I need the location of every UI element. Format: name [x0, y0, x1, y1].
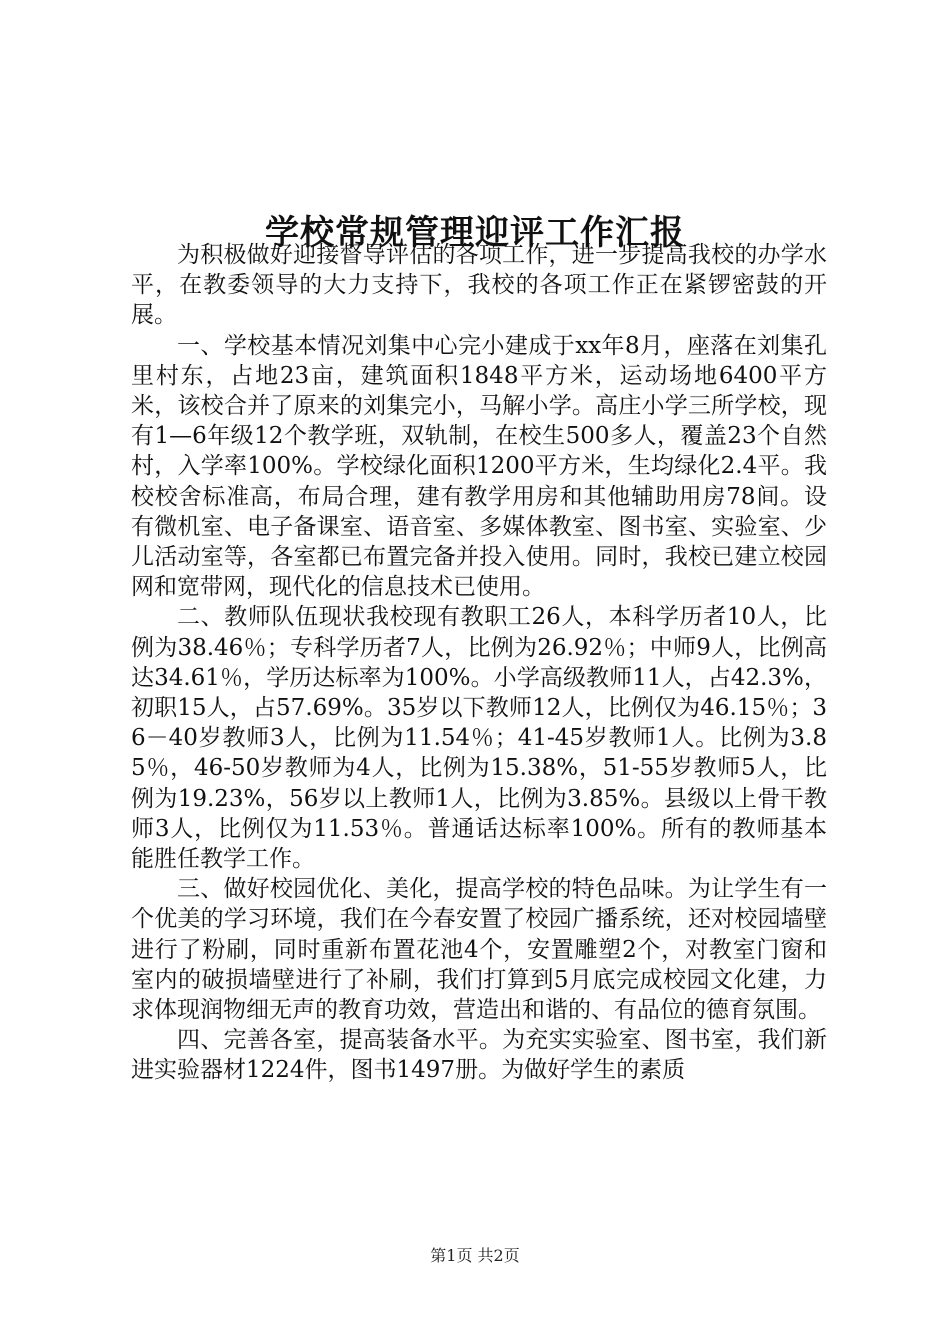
page-number-footer: 第1页 共2页 — [430, 1246, 520, 1265]
paragraph-equipment: 四、完善各室，提高装备水平。为充实实验室、图书室，我们新进实验器材1224件，图书1497册。为做好学生的素质 — [131, 1027, 827, 1084]
document-body — [131, 240, 827, 1086]
paragraph-teaching-staff: 二、教师队伍现状我校现有教职工26人，本科学历者10人，比例为38.46％；专科学历者7人，比例为26.92％；中师9人，比例高达34.61％，学历达标率为100%。小学高级教师11人，占42.3%，初职15人，占57.69%。35岁以下教师12人，比例仅为46.15％；36－40岁教师3人，比例为11.54％；41-45岁教师1人。比例为3.85％，46-50岁教师为4人，比例为15.38%，51-55岁教师5人，比例为19.23%，56岁以上教师1人，比例为3.85%。县级以上骨干教师3人，比例仅为11.53％。普通话达标率100%。所有的教师基本能胜任教学工作。 — [131, 604, 827, 873]
paragraph-campus-beautification: 三、做好校园优化、美化，提高学校的特色品味。为让学生有一个优美的学习环境，我们在今春安置了校园广播系统，还对校园墙壁进行了粉刷，同时重新布置花池4个，安置雕塑2个，对教室门窗和室内的破损墙壁进行了补刷，我们打算到5月底完成校园文化建，力求体现润物细无声的教育功效，营造出和谐的、有品位的德育氛围。 — [131, 876, 827, 1024]
paragraph-intro: 为积极做好迎接督导评估的各项工作，进一步提高我校的办学水平，在教委领导的大力支持下，我校的各项工作正在紧锣密鼓的开展。 — [131, 242, 827, 329]
document-title: 学校常规管理迎评工作汇报 — [265, 212, 685, 253]
paragraph-school-basics: 一、学校基本情况刘集中心完小建成于xx年8月，座落在刘集孔里村东，占地23亩，建筑面积1848平方米，运动场地6400平方米，该校合并了原来的刘集完小，马解小学。高庄小学三所学校，现有1—6年级12个教学班，双轨制，在校生500多人，覆盖23个自然村，入学率100%。学校绿化面积1200平方米，生均绿化2.4平。我校校舍标准高，布局合理，建有教学用房和其他辅助用房78间。设有微机室、电子备课室、语音室、多媒体教室、图书室、实验室、少儿活动室等，各室都已布置完备并投入使用。同时，我校已建立校园网和宽带网，现代化的信息技术已使用。 — [131, 332, 827, 601]
